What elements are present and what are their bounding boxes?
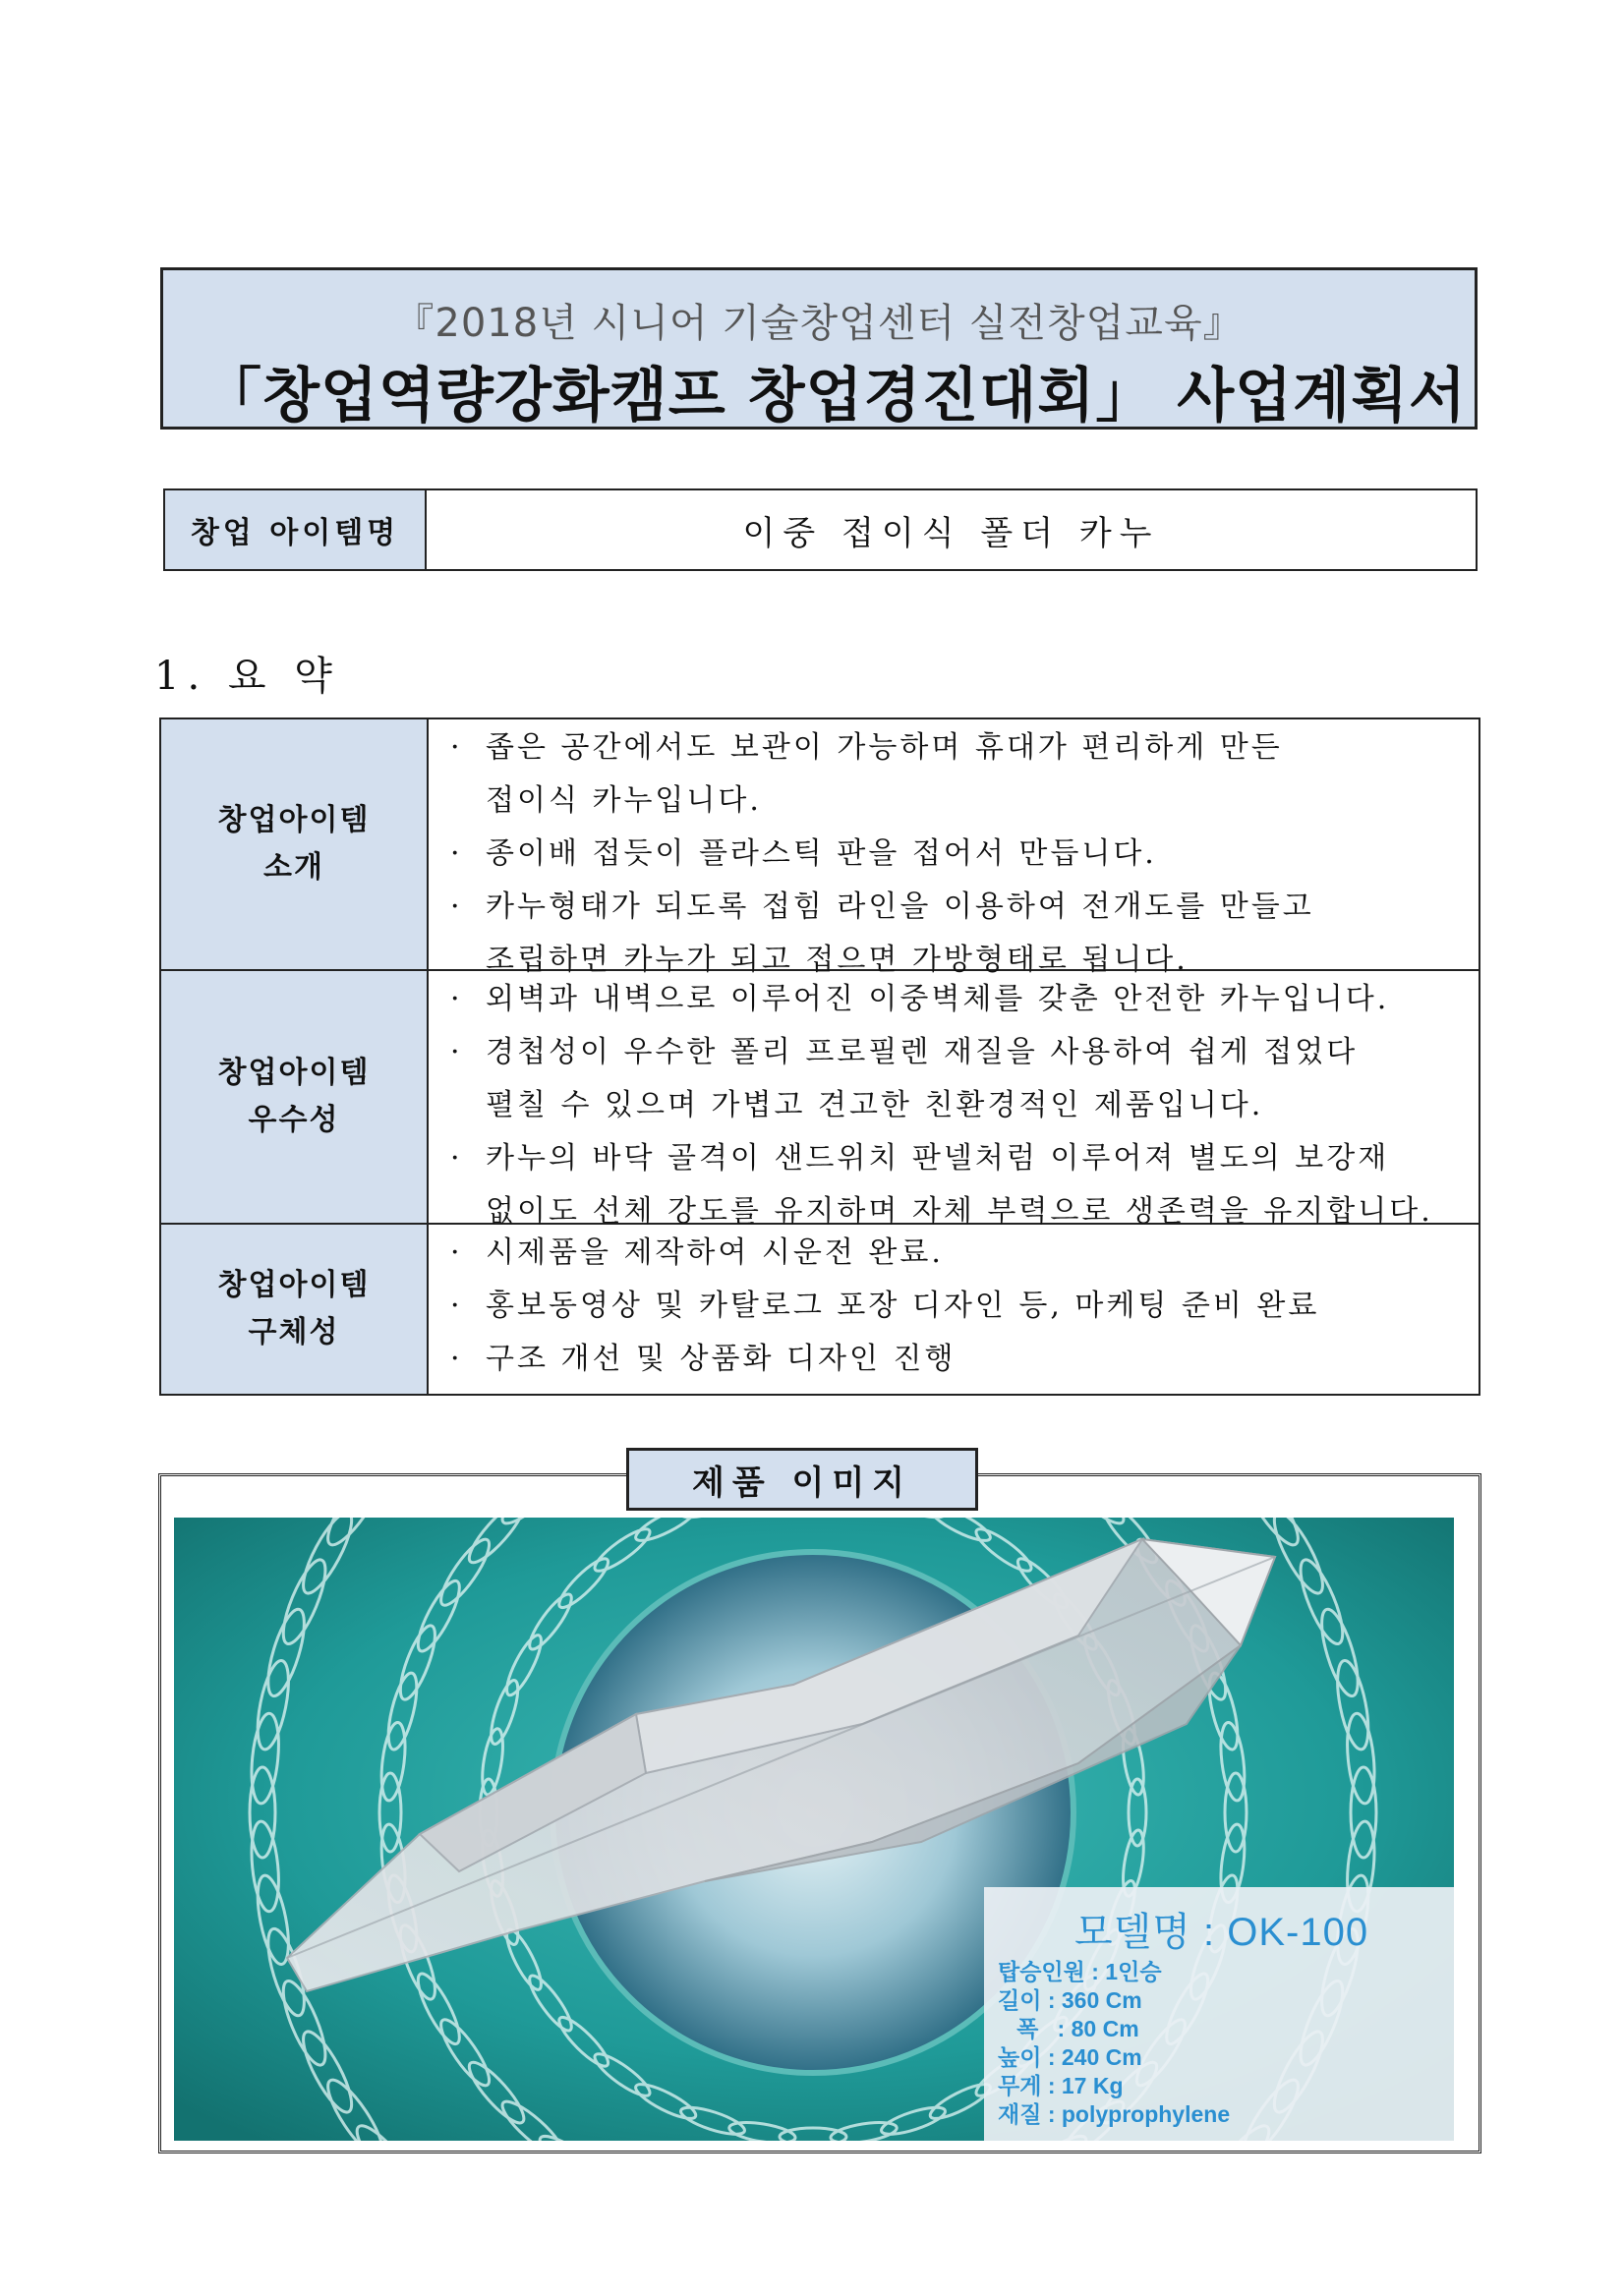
section-heading: 1. 요 약 [154, 654, 340, 699]
list-item [450, 1079, 1469, 1132]
list-item [450, 973, 1469, 1026]
list-item [450, 828, 1469, 881]
bullet-dot: · [450, 836, 463, 871]
bullet-text: 종이배 접듯이 플라스틱 판을 접어서 만듭니다. [486, 836, 1157, 871]
summary-row-label [161, 1225, 429, 1394]
bullet-text: 접이식 카누입니다. [486, 783, 762, 818]
list-item [450, 775, 1469, 828]
summary-row-content [429, 1225, 1479, 1394]
bullet-text: 좁은 공간에서도 보관이 가능하며 휴대가 편리하게 만든 [486, 730, 1283, 765]
spec-item: 탑승인원 : 1인승 [998, 1959, 1162, 1984]
summary-row-content [429, 719, 1479, 977]
bullet-text: 없이도 선체 강도를 유지하며 자체 부력으로 생존력을 유지합니다. [486, 1194, 1433, 1229]
list-item [450, 1026, 1469, 1079]
list-item [450, 1227, 1469, 1280]
label-line: 우수성 [248, 1103, 340, 1137]
list-item [450, 1132, 1469, 1185]
summary-table [159, 718, 1480, 1396]
spec-list [998, 1958, 1230, 2129]
label-line: 창업아이템 [217, 803, 371, 837]
bullet-dot: · [450, 1289, 463, 1323]
document-subtitle: 『2018년 시니어 기술창업센터 실전창업교육』 [394, 301, 1244, 346]
bullet-dot: · [450, 1235, 463, 1270]
summary-row-content [429, 971, 1479, 1229]
spec-item: 높이 : 240 Cm [998, 2044, 1142, 2070]
summary-row-label [161, 971, 429, 1223]
item-name-value: 이중 접이식 폴더 카누 [742, 513, 1160, 553]
item-name-row [163, 488, 1478, 571]
bullet-dot: · [450, 890, 463, 924]
list-item [450, 1280, 1469, 1333]
document-title: 「창업역량강화캠프 창업경진대회」 사업계획서 [203, 362, 1468, 430]
bullet-dot: · [450, 1141, 463, 1176]
label-line: 창업아이템 [217, 1056, 371, 1090]
list-item [450, 881, 1469, 934]
bullet-dot [450, 1079, 486, 1132]
summary-row-label [161, 719, 429, 969]
item-name-label: 창업 아이템명 [165, 490, 427, 569]
bullet-text: 펼칠 수 있으며 가볍고 견고한 친환경적인 제품입니다. [486, 1088, 1264, 1122]
bullet-text: 시제품을 제작하여 시운전 완료. [486, 1235, 944, 1270]
spec-item: 폭 : 80 Cm [998, 2016, 1139, 2041]
spec-item: 재질 : polyprophylene [998, 2101, 1231, 2127]
list-item [450, 1333, 1469, 1386]
bullet-text: 경첩성이 우수한 폴리 프로필렌 재질을 사용하여 쉽게 접었다 [486, 1035, 1359, 1069]
bullet-dot: · [450, 1342, 463, 1376]
bullet-dot: · [450, 1035, 463, 1069]
summary-row-concreteness [161, 1225, 1479, 1394]
summary-row-strength [161, 971, 1479, 1229]
label-line: 소개 [263, 850, 324, 885]
bullet-text: 외벽과 내벽으로 이루어진 이중벽체를 갖춘 안전한 카누입니다. [486, 982, 1390, 1016]
bullet-text: 홍보동영상 및 카탈로그 포장 디자인 등, 마케팅 준비 완료 [486, 1289, 1320, 1323]
summary-row-intro [161, 719, 1479, 977]
bullet-text: 조립하면 카누가 되고 접으면 가방형태로 됩니다. [486, 943, 1189, 977]
bullet-dot [450, 775, 486, 828]
product-photo [174, 1518, 1454, 2141]
product-image-label: 제품 이미지 [626, 1448, 978, 1511]
bullet-text: 카누의 바닥 골격이 샌드위치 판넬처럼 이루어져 별도의 보강재 [486, 1141, 1390, 1176]
spec-item: 무게 : 17 Kg [998, 2073, 1124, 2098]
spec-item: 길이 : 360 Cm [998, 1987, 1142, 2013]
list-item [450, 721, 1469, 775]
spec-panel [984, 1887, 1454, 2141]
label-line: 창업아이템 [217, 1268, 371, 1302]
bullet-dot: · [450, 730, 463, 765]
label-line: 구체성 [248, 1315, 340, 1349]
bullet-dot: · [450, 982, 463, 1016]
model-name: 모델명 : OK-100 [1074, 1911, 1369, 1954]
document-title-box [160, 267, 1478, 430]
bullet-text: 카누형태가 되도록 접힘 라인을 이용하여 전개도를 만들고 [486, 890, 1314, 924]
bullet-text: 구조 개선 및 상품화 디자인 진행 [486, 1342, 957, 1376]
